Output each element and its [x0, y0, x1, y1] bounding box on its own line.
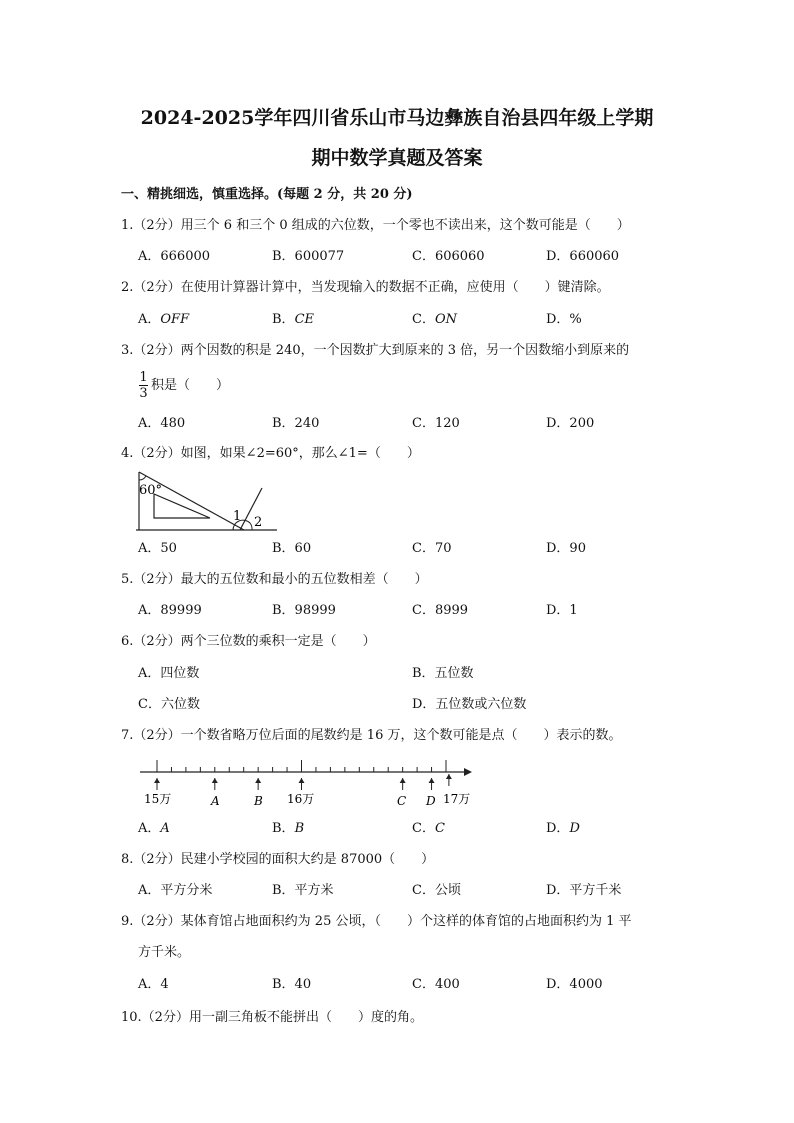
- option-b[interactable]: [272, 821, 304, 837]
- question-6: 6.（2分）两个三位数的乘积一定是（ ）: [121, 634, 376, 649]
- option-b[interactable]: [272, 312, 314, 328]
- label-a: A: [211, 794, 220, 808]
- option-value: D: [569, 821, 580, 836]
- option-letter: D．: [546, 821, 570, 836]
- question-9: 9.（2分）某体育馆占地面积约为 25 公顷，（ ）个这样的体育馆的占地面积约为 1 平: [121, 914, 632, 929]
- angle-60-label: 60°: [139, 483, 163, 498]
- option-d[interactable]: D．4000: [546, 977, 603, 992]
- option-c[interactable]: C．606060: [412, 249, 485, 264]
- option-letter: A．: [138, 821, 161, 836]
- document-title-line1: 2024-2025学年四川省乐山市马边彝族自治县四年级上学期: [140, 107, 654, 129]
- option-a[interactable]: A．平方分米: [138, 883, 213, 898]
- label-17wan: 17万: [443, 792, 471, 806]
- question-3-continued: 积是（ ）: [151, 378, 230, 393]
- question-4: 4.（2分）如图，如果∠2=60°，那么∠1=（ ）: [121, 446, 420, 461]
- option-c[interactable]: C．70: [412, 541, 452, 556]
- option-value: C: [434, 821, 445, 836]
- arrow-head-icon: [400, 778, 406, 783]
- option-b[interactable]: B．98999: [272, 603, 336, 618]
- option-b[interactable]: B．240: [272, 416, 320, 431]
- option-a[interactable]: A．50: [138, 541, 177, 556]
- option-d[interactable]: D．200: [546, 416, 595, 431]
- fraction-numerator: 1: [139, 370, 148, 385]
- option-b[interactable]: B．600077: [272, 249, 345, 264]
- option-a[interactable]: [138, 821, 170, 837]
- option-d[interactable]: [546, 821, 580, 837]
- option-c[interactable]: C．8999: [412, 603, 469, 618]
- option-c[interactable]: C．公顷: [412, 883, 461, 898]
- document-title-line2: 期中数学真题及答案: [311, 147, 483, 169]
- option-value: B: [294, 821, 305, 836]
- fraction-one-third: [139, 371, 148, 400]
- section-heading: 一、精挑细选，慎重选择。(每题 2 分，共 20 分): [121, 187, 413, 202]
- option-a[interactable]: A．四位数: [138, 666, 200, 681]
- option-c[interactable]: C．400: [412, 977, 460, 992]
- arrow-head-icon: [154, 778, 160, 783]
- number-line-figure: [136, 758, 476, 810]
- label-b: B: [254, 794, 263, 808]
- question-1: 1.（2分）用三个 6 和三个 0 组成的六位数，一个零也不读出来，这个数可能是（ ）: [121, 218, 630, 233]
- option-c[interactable]: [412, 821, 445, 837]
- arrow-head-icon: [212, 778, 218, 783]
- option-a[interactable]: A．4: [138, 977, 169, 992]
- fraction-denominator: 3: [139, 386, 148, 401]
- triangle-ruler-figure: [136, 468, 281, 534]
- option-letter: A．: [138, 312, 161, 327]
- arrow-head-icon: [255, 778, 261, 783]
- option-d[interactable]: D．1: [546, 603, 578, 618]
- option-d[interactable]: D．90: [546, 541, 586, 556]
- angle-1-label: 1: [233, 509, 242, 524]
- option-letter: C．: [412, 312, 435, 327]
- label-15wan: 15万: [144, 792, 172, 806]
- question-5: 5.（2分）最大的五位数和最小的五位数相差（ ）: [121, 572, 428, 587]
- question-8: 8.（2分）民建小学校园的面积大约是 87000（ ）: [121, 852, 435, 867]
- option-b[interactable]: B．60: [272, 541, 312, 556]
- key-off: OFF: [160, 312, 190, 327]
- option-letter: B．: [272, 821, 295, 836]
- option-b[interactable]: B．平方米: [272, 883, 334, 898]
- label-c: C: [397, 794, 407, 808]
- question-7: 7.（2分）一个数省略万位后面的尾数约是 16 万，这个数可能是点（ ）表示的数。: [121, 728, 622, 743]
- label-16wan: 16万: [287, 792, 315, 806]
- question-9-continued: 方千米。: [138, 945, 191, 960]
- option-d[interactable]: D．平方千米: [546, 883, 622, 898]
- arrow-head-icon: [446, 774, 452, 779]
- option-a[interactable]: A．480: [138, 416, 186, 431]
- label-d: D: [426, 794, 436, 808]
- option-a[interactable]: A．666000: [138, 249, 211, 264]
- key-ce: CE: [294, 312, 314, 327]
- arrow-head-icon: [429, 778, 435, 783]
- question-3: 3.（2分）两个因数的积是 240，一个因数扩大到原来的 3 倍，另一个因数缩小到原来的: [121, 343, 630, 358]
- option-b[interactable]: B．五位数: [412, 666, 474, 681]
- option-c[interactable]: C．六位数: [138, 697, 200, 712]
- angle-2-label: 2: [254, 515, 263, 530]
- option-a[interactable]: [138, 312, 189, 328]
- option-c[interactable]: [412, 312, 457, 328]
- option-a[interactable]: A．89999: [138, 603, 202, 618]
- option-d[interactable]: D．%: [546, 312, 582, 327]
- question-10: 10.（2分）用一副三角板不能拼出（ ）度的角。: [121, 1010, 423, 1025]
- option-b[interactable]: B．40: [272, 977, 312, 992]
- arrow-head-icon: [299, 778, 305, 783]
- option-d[interactable]: D．五位数或六位数: [412, 697, 527, 712]
- option-letter: B．: [272, 312, 295, 327]
- option-letter: C．: [412, 821, 435, 836]
- option-value: A: [160, 821, 170, 836]
- option-c[interactable]: C．120: [412, 416, 460, 431]
- key-on: ON: [434, 312, 457, 327]
- question-2: 2.（2分）在使用计算器计算中，当发现输入的数据不正确，应使用（ ）键清除。: [121, 280, 610, 295]
- option-d[interactable]: D．660060: [546, 249, 620, 264]
